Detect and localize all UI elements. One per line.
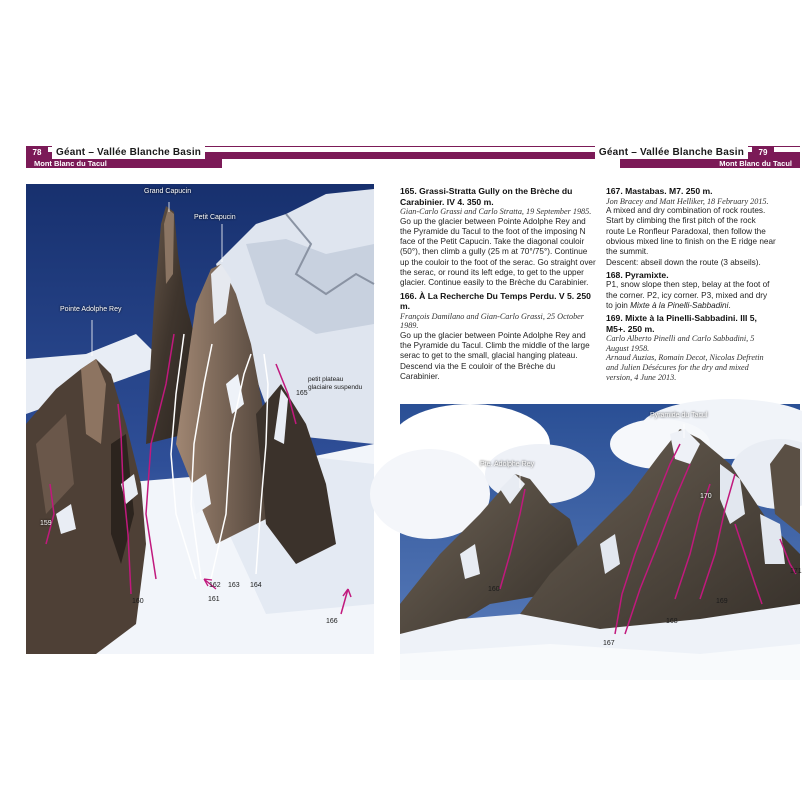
route-166-description: Go up the glacier between Pointe Adolphe Rey and the Pyramide du Tacul. Climb the middle of the large serac to get to the small, glacial hanging plateau. Descend via the E couloir of the Brèche du Carabinier.	[400, 330, 590, 382]
route-167-descent: Descent: abseil down the route (3 abseils).	[606, 257, 761, 267]
right-section-subtitle: Mont Blanc du Tacul	[620, 159, 800, 168]
route-168-description-end: .	[728, 300, 731, 310]
route-number-171: 171	[790, 568, 802, 575]
route-number-159: 159	[40, 520, 52, 527]
route-number-167: 167	[603, 640, 615, 647]
route-number-163: 163	[228, 582, 240, 589]
route-number-166: 166	[326, 618, 338, 625]
label-petit-plateau: petit plateau glaciaire suspendu	[308, 376, 363, 391]
route-168-description-link: Mixte à la Pinelli-Sabbadini	[630, 300, 729, 310]
route-167-description: A mixed and dry combination of rock routes. Start by climbing the first pitch of the rock route Le Ronfleur Paradoxal, then follow the obvious mixed line to finish on the E ridge near the summit.	[606, 206, 776, 257]
route-167-title: 167. Mastabas. M7. 250 m.	[606, 186, 713, 196]
label-pte-adolphe-rey: Pte. Adolphe Rey	[480, 461, 535, 468]
left-running-title: Géant – Vallée Blanche Basin	[52, 146, 205, 160]
right-running-title: Géant – Vallée Blanche Basin	[595, 146, 748, 160]
route-167-first-ascent: Jon Bracey and Matt Helliker, 18 February 2015.	[606, 196, 769, 206]
route-169-title: 169. Mixte à la Pinelli-Sabbadini. III 5, M5+. 250 m.	[606, 313, 757, 334]
route-number-165: 165	[296, 390, 308, 397]
route-166-first-ascent: François Damilano and Gian-Carlo Grassi, 25 October 1989.	[400, 311, 584, 331]
left-section-subtitle: Mont Blanc du Tacul	[26, 159, 222, 168]
route-number-160-right: 160	[488, 586, 500, 593]
left-topo-photo	[26, 184, 374, 654]
route-number-160: 160	[132, 598, 144, 605]
route-168-description-start: P1, snow slope then step, belay at the foot of the corner. P2, icy corner. P3, mixed and dry to join	[606, 280, 770, 310]
text-column-1	[400, 186, 596, 382]
label-pyramide-du-tacul: Pyramide du Tacul	[650, 412, 708, 419]
route-number-164: 164	[250, 582, 262, 589]
right-photo-drawing	[400, 404, 800, 680]
label-pointe-adolphe-rey: Pointe Adolphe Rey	[60, 306, 122, 313]
route-169-first-ascent: Carlo Alberto Pinelli and Carlo Sabbadini, 5 August 1958.	[606, 334, 755, 353]
route-165-description: Go up the glacier between Pointe Adolphe Rey and the Pyramide du Tacul to the foot of the imposing N face of the Petit Capucin. Take the diagonal couloir (50°), then climb a gully (25 m at 70°/75°). Continue up the couloir to the foot of the serac. Go straight over the serac, or round its left edge, to get to the upper glacier. Continue easily to the Brèche du Carabinier.	[400, 216, 596, 288]
text-column-2	[606, 186, 776, 382]
route-number-169: 169	[716, 598, 728, 605]
route-165-first-ascent: Gian-Carlo Grassi and Carlo Stratta, 19 September 1985.	[400, 207, 592, 216]
label-petit-capucin: Petit Capucin	[194, 214, 236, 221]
right-page-number: 79	[752, 147, 774, 159]
right-topo-photo	[400, 404, 800, 680]
route-168-title: 168. Pyramixte.	[606, 269, 669, 280]
route-number-170: 170	[700, 493, 712, 500]
left-page-number: 78	[26, 147, 48, 159]
route-number-161: 161	[208, 596, 220, 603]
route-169-first-ascent-2: Arnaud Auzias, Romain Decot, Nicolas Defretin and Julien Désécures for the dry and mixed version, 4 June 2013.	[606, 353, 764, 382]
route-number-168: 168	[666, 618, 678, 625]
route-number-162: 162	[209, 582, 221, 589]
route-168-description	[606, 280, 776, 311]
label-grand-capucin: Grand Capucin	[144, 188, 192, 195]
route-166-title: 166. À La Recherche Du Temps Perdu. V 5. 250 m.	[400, 290, 591, 312]
route-165-title: 165. Grassi-Stratta Gully on the Brèche du Carabinier. IV 4. 350 m.	[400, 186, 573, 207]
left-photo-drawing	[26, 184, 374, 654]
